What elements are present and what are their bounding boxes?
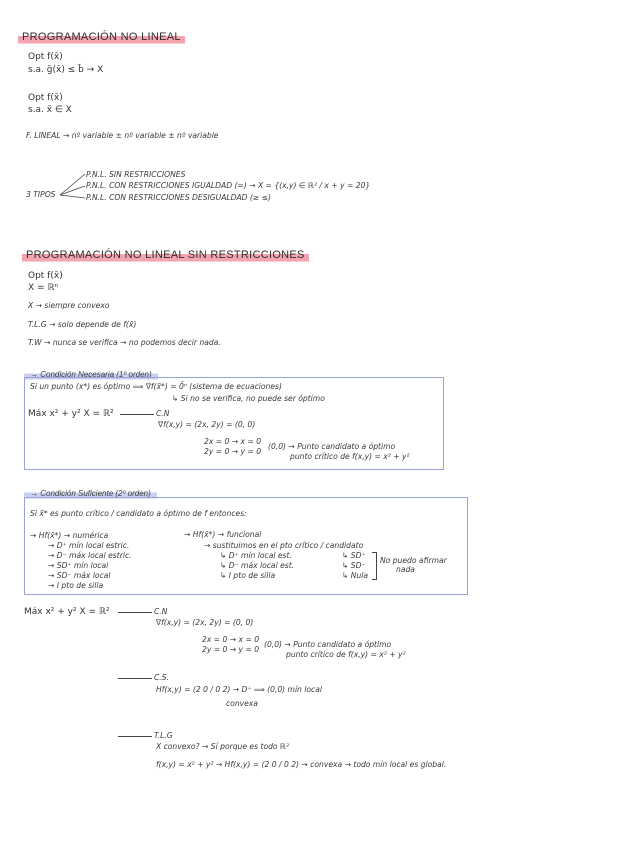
ex-arrow-line-2 <box>118 678 152 679</box>
cs-numerica-silla: → I pto de silla <box>48 581 104 590</box>
cs-no-puedo-afirmar: No puedo afirmar <box>380 556 447 565</box>
cs-far-sdminus: ↳ SD⁻ <box>342 561 366 570</box>
tipo-igualdad: P.N.L. CON RESTRICCIONES IGUALDAD (=) → X = {(x,y) ∈ ℝ² / x + y = 20} <box>86 181 371 190</box>
ex-gradient: ∇f(x,y) = (2x, 2y) = (0, 0) <box>156 618 254 627</box>
tipo-desigualdad: P.N.L. CON RESTRICCIONES DESIGUALDAD (≥ ≤) <box>86 193 271 202</box>
f-lineal-definition: F. LINEAL → nº variable ± nº variable ± nº variable <box>26 131 219 140</box>
cs-funcional-dplus: ↳ D⁺ mín local est. <box>220 551 292 560</box>
section-title-sin-restricciones: PROGRAMACIÓN NO LINEAL SIN RESTRICCIONES <box>22 249 309 262</box>
ex-arrow-line-3 <box>118 736 152 737</box>
cs-numerica-sdplus: → SD⁺ mín local <box>48 561 109 570</box>
cs-funcional-silla: ↳ I pto de silla <box>220 571 276 580</box>
condicion-necesaria-heading: → Condición Necesaria (1º orden) <box>24 370 158 380</box>
cn-label: C.N <box>156 409 170 418</box>
cn-eq-x: 2x = 0 → x = 0 <box>204 437 262 446</box>
tipo-sin-restricciones: P.N.L. SIN RESTRICCIONES <box>86 170 186 179</box>
cs-far-nula: ↳ Nula <box>342 571 369 580</box>
cn-arrow-line <box>120 414 154 415</box>
tres-tipos-label: 3 TIPOS <box>26 190 56 199</box>
cs-nada: nada <box>396 565 415 574</box>
ex-convexa-note: convexa <box>226 699 258 708</box>
ex-conclusion: f(x,y) = x² + y² → Hf(x,y) = (2 0 / 0 2) → convexa → todo mín local es global. <box>156 760 447 769</box>
ex-cn-label: C.N <box>154 607 168 616</box>
cs-funcional-head: → Hf(x̄*) → funcional <box>184 530 262 539</box>
domain-line: X = ℝⁿ <box>28 283 59 293</box>
cs-far-sdplus: ↳ SD⁺ <box>342 551 366 560</box>
constraint-line-2: s.a. x̄ ∈ X <box>28 105 72 115</box>
ex-eq-x: 2x = 0 → x = 0 <box>202 635 260 644</box>
section-title-programacion-no-lineal: PROGRAMACIÓN NO LINEAL <box>18 31 185 44</box>
cn-eq-y: 2y = 0 → y = 0 <box>204 447 262 456</box>
cn-critical-point: punto crítico de f(x,y) = x² + y² <box>290 452 410 461</box>
cs-numerica-dminus: → D⁻ máx local estric. <box>48 551 132 560</box>
ex-eq-y: 2y = 0 → y = 0 <box>202 645 260 654</box>
tw-line: T.W → nunca se verifica → no podemos decir nada. <box>28 338 221 347</box>
opt-line-3: Opt f(x̄) <box>28 271 63 281</box>
cs-numerica-sdminus: → SD⁻ máx local <box>48 571 111 580</box>
constraint-line-1: s.a. ḡ(x̄) ≤ b̄ → X <box>28 65 104 75</box>
ex-convexo-question: X convexo? → Sí porque es todo ℝ² <box>156 742 290 751</box>
opt-line-1: Opt f(x̄) <box>28 52 63 62</box>
tipos-fan-lines <box>58 170 88 206</box>
opt-line-2: Opt f(x̄) <box>28 93 63 103</box>
ex-candidate: (0,0) → Punto candidato a óptimo <box>264 640 392 649</box>
cs-numerica-dplus: → D⁺ mín local estric. <box>48 541 130 550</box>
tlg-line: T.L.G → solo depende de f(x̄) <box>28 320 137 329</box>
cs-statement: Si x̄* es punto crítico / candidato a óptimo de f entonces: <box>30 509 247 518</box>
siempre-convexo-line: X → siempre convexo <box>28 301 110 310</box>
cn-candidate: (0,0) → Punto candidato a óptimo <box>268 442 396 451</box>
ex-problem: Máx x² + y² X = ℝ² <box>24 607 110 617</box>
cn-gradient: ∇f(x,y) = (2x, 2y) = (0, 0) <box>158 420 256 429</box>
cn-statement: Si un punto (x*) es óptimo ⟹ ∇f(x̄*) = 0̄ⁿ (sistema de ecuaciones) <box>30 382 282 391</box>
cn-note: ↳ Si no se verifica, no puede ser óptimo <box>172 394 325 403</box>
condicion-suficiente-heading: → Condición Suficiente (2º orden) <box>24 489 157 499</box>
ex-cs-label: C.S. <box>154 673 169 682</box>
ex-critical-point: punto crítico de f(x,y) = x² + y² <box>286 650 406 659</box>
cs-funcional-dminus: ↳ D⁻ máx local est. <box>220 561 295 570</box>
ex-arrow-line-1 <box>118 612 152 613</box>
cs-funcional-sustituimos: → sustituimos en el pto crítico / candidato <box>204 541 364 550</box>
cn-example-problem: Máx x² + y² X = ℝ² <box>28 409 114 419</box>
cs-brace <box>372 552 377 580</box>
cs-numerica-head: → Hf(x̄*) → numérica <box>30 531 109 540</box>
ex-tlg-label: T.L.G <box>154 731 173 740</box>
ex-hessian: Hf(x,y) = (2 0 / 0 2) → D⁺ ⟹ (0,0) mín local <box>156 685 322 694</box>
